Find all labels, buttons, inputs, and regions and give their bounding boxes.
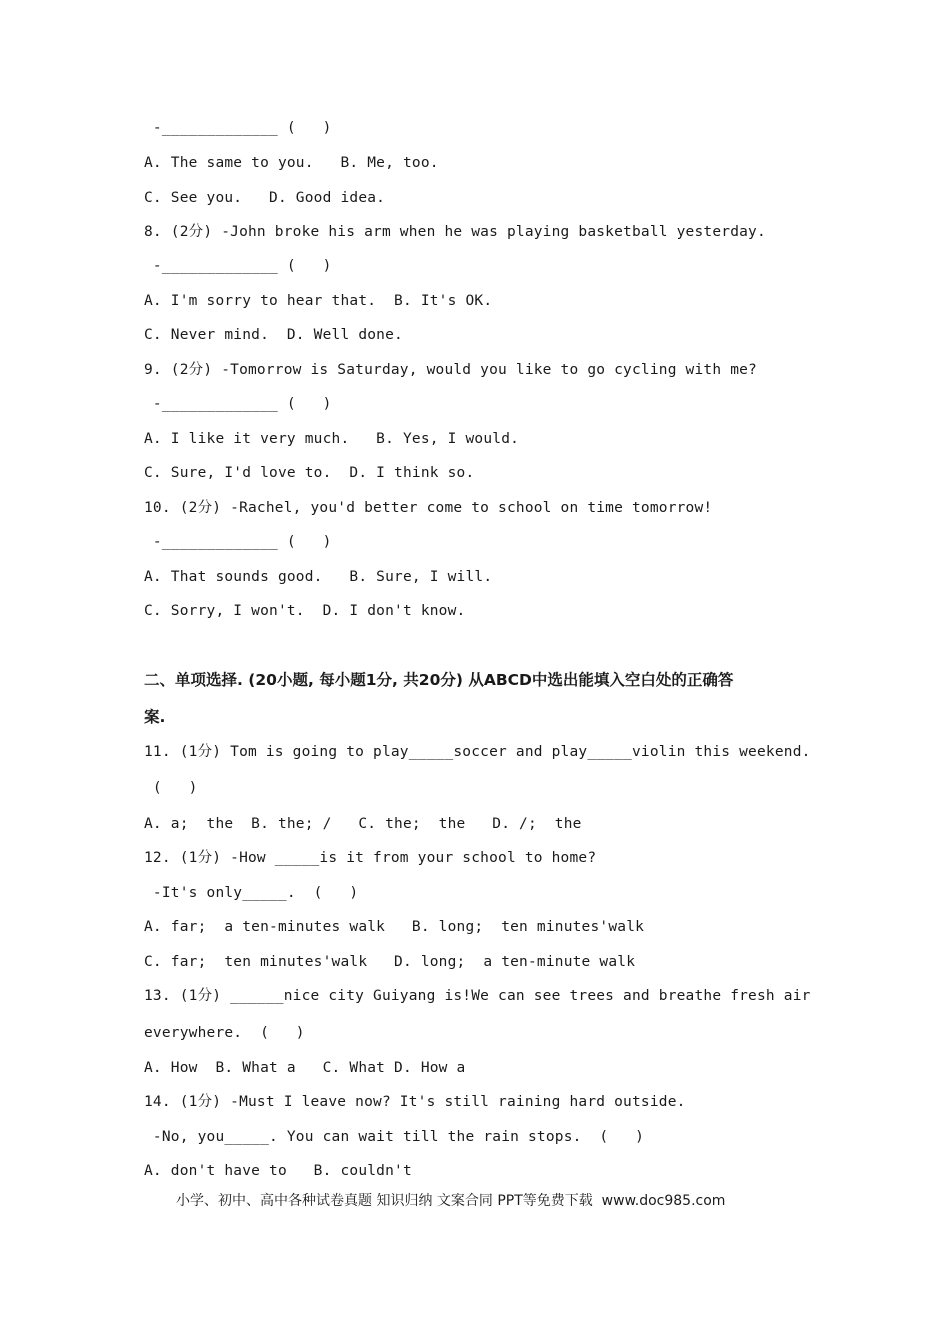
question-7-response-line: -_____________ ( ) [144,120,332,136]
question-14-options-ab: A. don't have to B. couldn't [144,1163,412,1179]
question-12-stem: 12. (1分) -How _____is it from your school to home? [144,850,597,866]
question-14-stem: 14. (1分) -Must I leave now? It's still raining hard outside. [144,1094,686,1110]
question-9-options-cd: C. Sure, I'd love to. D. I think so. [144,465,475,481]
page-footer: 小学、初中、高中各种试卷真题 知识归纳 文案合同 PPT等免费下载 www.doc985.com [176,1193,726,1209]
question-7-options-ab: A. The same to you. B. Me, too. [144,155,439,171]
question-8-stem: 8. (2分) -John broke his arm when he was playing basketball yesterday. [144,224,766,240]
question-12-options-ab: A. far; a ten-minutes walk B. long; ten minutes'walk [144,919,645,935]
section-2-heading-line-1: 二、单项选择. (20小题, 每小题1分, 共20分) 从ABCD中选出能填入空白处的正确答 [144,671,734,689]
question-7-options-cd: C. See you. D. Good idea. [144,190,386,206]
question-11-stem: 11. (1分) Tom is going to play_____soccer and play_____violin this weekend. [144,744,811,760]
question-14-response-line: -No, you_____. You can wait till the rain stops. ( ) [144,1129,645,1145]
question-10-stem: 10. (2分) -Rachel, you'd better come to school on time tomorrow! [144,500,713,516]
question-8-options-ab: A. I'm sorry to hear that. B. It's OK. [144,293,493,309]
question-10-options-ab: A. That sounds good. B. Sure, I will. [144,569,493,585]
question-11-answer-paren: ( ) [144,780,198,796]
question-13-stem-continued: everywhere. ( ) [144,1025,305,1041]
question-12-response-line: -It's only_____. ( ) [144,885,359,901]
section-2-heading-line-2: 案. [144,708,166,726]
question-10-options-cd: C. Sorry, I won't. D. I don't know. [144,603,466,619]
question-9-stem: 9. (2分) -Tomorrow is Saturday, would you like to go cycling with me? [144,362,757,378]
question-11-options: A. a; the B. the; / C. the; the D. /; the [144,816,582,832]
question-8-options-cd: C. Never mind. D. Well done. [144,327,403,343]
question-8-response-line: -_____________ ( ) [144,258,332,274]
question-9-options-ab: A. I like it very much. B. Yes, I would. [144,431,520,447]
question-9-response-line: -_____________ ( ) [144,396,332,412]
question-12-options-cd: C. far; ten minutes'walk D. long; a ten-minute walk [144,954,636,970]
question-13-options: A. How B. What a C. What D. How a [144,1060,466,1076]
question-13-stem: 13. (1分) ______nice city Guiyang is!We can see trees and breathe fresh air [144,988,811,1004]
question-10-response-line: -_____________ ( ) [144,534,332,550]
